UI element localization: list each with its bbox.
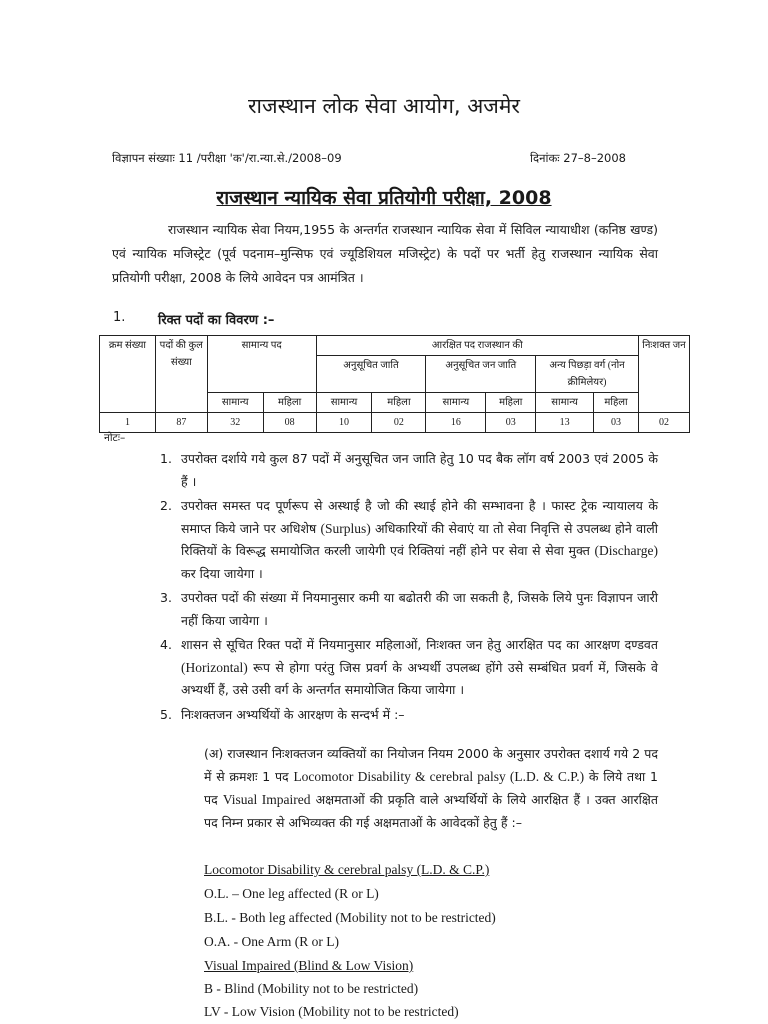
- cell-general-female: 08: [263, 413, 316, 433]
- list-item: [150, 495, 658, 585]
- vi-item-blind: B - Blind (Mobility not to be restricted): [204, 981, 419, 996]
- cell-obc-female: 03: [594, 413, 639, 433]
- subheader-female: महिला: [594, 393, 639, 413]
- ld-item-bl: B.L. - Both leg affected (Mobility not to be restricted): [204, 910, 496, 925]
- sub-note-text: (अ) राजस्थान निःशक्तजन व्यक्तियों का नियोजन नियम 2000 के अनुसार उपरोक्त दशार्य गये 2 पद में से क्रमशः 1 पद: [204, 746, 658, 784]
- note-number: 3.: [160, 590, 172, 605]
- header-sc: अनुसूचित जाति: [316, 356, 426, 393]
- table-row: [100, 413, 690, 433]
- cell-sc: 10: [316, 413, 372, 433]
- advertisement-number: विज्ञापन संख्याः 11 /परीक्षा 'क'/रा.न्या.से./2008–09: [112, 151, 342, 165]
- note-text: शासन से सूचित रिक्त पदों में नियमानुसार महिलाओं, निःशक्त जन हेतु आरक्षित पद का आरक्षण दण्डवत: [181, 637, 658, 652]
- ld-item-oa: O.A. - One Arm (R or L): [204, 934, 339, 949]
- list-item: [150, 448, 658, 493]
- note-term: (Surplus): [320, 520, 371, 536]
- notes-label: नोटः–: [104, 432, 126, 444]
- note-number: 1.: [160, 451, 172, 466]
- note-text: उपरोक्त पदों की संख्या में नियमानुसार कमी या बढोतरी की जा सकती है, जिसके लिये पुनः विज्ञापन जारी नहीं किया जायेगा ।: [181, 590, 658, 628]
- cell-sno: 1: [100, 413, 156, 433]
- list-item: [150, 704, 658, 727]
- intro-text: राजस्थान न्यायिक सेवा नियम,1955 के अन्तर्गत राजस्थान न्यायिक सेवा में सिविल न्यायाधीश (कनिष्ठ खण्ड) एवं न्यायिक मजिस्ट्रेट (पूर्व पदनाम–मुन्सिफ एवं ज्यूडिशियल मजिस्ट्रेट) के पदों पर भर्ती हेतु राजस्थान न्यायिक सेवा प्रतियोगी परीक्षा, 2008 के लिये आवेदन पत्र आमंत्रित ।: [112, 222, 658, 285]
- section-title: रिक्त पदों का विवरण :–: [158, 313, 275, 328]
- cell-st: 16: [426, 413, 486, 433]
- subheader-female: महिला: [486, 393, 536, 413]
- section-number: 1.: [113, 310, 126, 325]
- subheader-general: सामान्य: [536, 393, 594, 413]
- sub-note-term: Locomotor Disability & cerebral palsy (L.D. & C.P.): [293, 769, 585, 784]
- note-text: उपरोक्त दर्शाये गये कुल 87 पदों में अनुसूचित जन जाति हेतु 10 पद बैक लॉग वर्ष 2003 एवं 2005 के हैं ।: [181, 451, 658, 489]
- cell-total: 87: [155, 413, 207, 433]
- advertisement-date: दिनांकः 27–8–2008: [530, 151, 626, 165]
- note-text: निःशक्तजन अभ्यर्थियों के आरक्षण के सन्दर्भ में :–: [181, 706, 405, 722]
- page-title: राजस्थान लोक सेवा आयोग, अजमेर: [247, 94, 521, 118]
- note-number: 4.: [160, 637, 172, 652]
- note-number: 5.: [160, 706, 172, 722]
- note-text: अधिकारियों की सेवाएं या तो सेवा निवृत्ति से उपलब्ध होने वाली रिक्तियों के विरूद्ध समायोजित करली जायेगी एवं रिक्तियां नहीं होने पर सेवा से सेवा मुक्त: [181, 520, 658, 558]
- ld-category-heading: Locomotor Disability & cerebral palsy (L.D. & C.P.): [204, 862, 490, 877]
- note-number: 2.: [160, 498, 172, 513]
- exam-title: राजस्थान न्यायिक सेवा प्रतियोगी परीक्षा, 2008: [216, 187, 552, 209]
- header-disabled: निःशक्त जन: [638, 336, 689, 413]
- vacancy-table: [99, 335, 690, 433]
- note-text: रूप से होगा परंतु जिस प्रवर्ग के अभ्यर्थी उपलब्ध होंगे उसे सम्बंधित प्रवर्ग में, जिसके वे अभ्यर्थी हैं, उसे उसी वर्ग के अन्तर्गत समायोजित किया जायेगा ।: [181, 659, 658, 697]
- header-obc: अन्य पिछड़ा वर्ग (नोन क्रीमिलेयर): [536, 356, 639, 393]
- intro-paragraph: [112, 218, 658, 290]
- vi-item-low-vision: LV - Low Vision (Mobility not to be restricted): [204, 1004, 459, 1019]
- sub-note-text: अक्षमताओं की प्रकृति वाले अभ्यर्थियों के लिये आरक्षित हैं । उक्त आरक्षित पद निम्न प्रकार से अभिव्यक्त की गई अक्षमताओं के आवेदकों हेतु हैं :–: [204, 792, 658, 830]
- sub-note-term: Visual Impaired: [222, 792, 311, 807]
- note-term: (Discharge): [594, 543, 658, 558]
- vi-category-heading: Visual Impaired (Blind & Low Vision): [204, 958, 414, 973]
- header-reserved: आरक्षित पद राजस्थान की: [316, 336, 638, 356]
- header-st: अनुसूचित जन जाति: [426, 356, 536, 393]
- sub-note-a: [204, 742, 658, 834]
- list-item: [150, 634, 658, 702]
- subheader-general: सामान्य: [207, 393, 263, 413]
- subheader-general: सामान्य: [426, 393, 486, 413]
- cell-general: 32: [207, 413, 263, 433]
- note-text: कर दिया जायेगा ।: [181, 565, 263, 581]
- notes-list: [150, 448, 658, 728]
- header-total: पदों की कुल संख्या: [155, 336, 207, 413]
- header-general: सामान्य पद: [207, 336, 316, 393]
- ld-item-ol: O.L. – One leg affected (R or L): [204, 886, 379, 901]
- subheader-female: महिला: [263, 393, 316, 413]
- subheader-female: महिला: [372, 393, 426, 413]
- cell-disabled: 02: [638, 413, 689, 433]
- note-term: (Horizontal): [181, 659, 248, 675]
- cell-st-female: 03: [486, 413, 536, 433]
- cell-sc-female: 02: [372, 413, 426, 433]
- sub-note-text: के लिये तथा 1 पद: [204, 769, 658, 807]
- cell-obc: 13: [536, 413, 594, 433]
- header-sno: क्रम संख्या: [100, 336, 156, 413]
- subheader-general: सामान्य: [316, 393, 372, 413]
- list-item: [150, 587, 658, 632]
- note-text: उपरोक्त समस्त पद पूर्णरूप से अस्थाई है जो की स्थाई होने की सम्भावना है । फास्ट ट्रेक न्यायालय के समाप्त किये जाने पर अधिशेष: [181, 498, 658, 536]
